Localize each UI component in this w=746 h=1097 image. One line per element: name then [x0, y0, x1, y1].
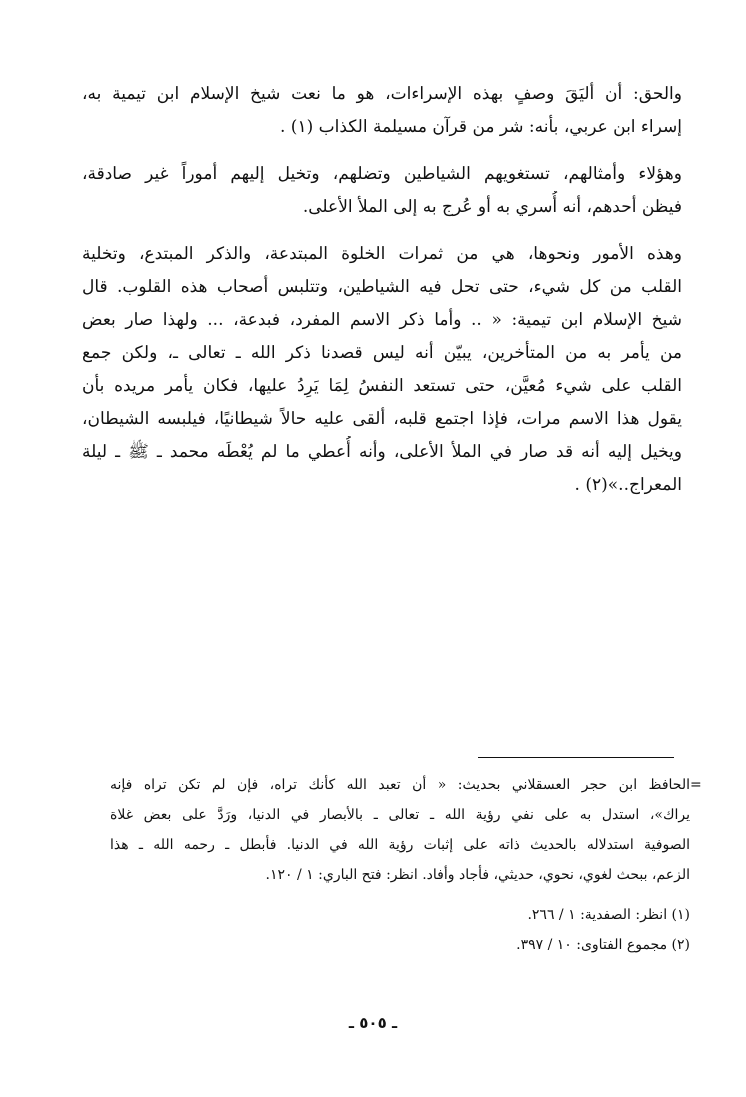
- footnote-continuation-mark: =: [690, 777, 702, 793]
- text-line: ويخيل إليه أنه قد صار في الملأ الأعلى، وأنه أُعطي ما لم يُعْطَه محمد ـ ﷺ ـ ليلة: [82, 442, 682, 462]
- text-line: إسراء ابن عربي، بأنه: شر من قرآن مسيلمة الكذاب (١) .: [279, 117, 682, 137]
- text-line: القلب من كل شيء، حتى تحل فيه الشياطين، وتتلبس أصحاب هذه القلوب. قال: [82, 277, 682, 297]
- text-line: فيظن أحدهم، أنه أُسري به أو عُرج به إلى الملأ الأعلى.: [302, 197, 682, 217]
- footnote-1: (١) انظر: الصفدية: ١ / ٢٦٦.: [527, 907, 690, 923]
- paragraph-1: [82, 78, 682, 144]
- text-line: من يأمر به من المتأخرين، يبيّن أنه ليس قصدنا ذكر الله ـ تعالى ـ، ولكن جمع: [82, 343, 682, 363]
- text-line: القلب على شيء مُعيَّن، حتى تستعد النفسُ لِمَا يَرِدُ عليها، فكان يأمر مريده بأن: [82, 376, 682, 396]
- main-text: [82, 78, 682, 502]
- text-line: وهؤلاء وأمثالهم، تستغويهم الشياطين وتضلهم، وتخيل إليهم أموراً غير صادقة،: [82, 164, 682, 184]
- text-line: والحق: أن أليَقَ وصفٍ بهذه الإسراءات، هو ما نعت شيخ الإسلام ابن تيمية به،: [82, 84, 682, 104]
- text-line: يقول هذا الاسم مرات، فإذا اجتمع قلبه، ألقى عليه حالاً شيطانيًا، فيلبسه الشيطان،: [82, 409, 682, 429]
- footnote-line: الصوفية استدلاله بالحديث ذاته على إثبات رؤية الله في الدنيا. فأبطل ـ رحمه الله ـ هذا: [110, 837, 690, 853]
- footnote-line: الحافظ ابن حجر العسقلاني بحديث: « أن تعبد الله كأنك تراه، فإن لم تكن تراه فإنه: [110, 777, 690, 793]
- footnote-line: يراك»، استدل به على نفي رؤية الله ـ تعالى ـ بالأبصار في الدنيا، ورَدَّ على بعض غلاة: [110, 807, 690, 823]
- text-line: المعراج..»(٢) .: [574, 475, 682, 495]
- paragraph-3: [82, 238, 682, 502]
- page-number: ـ ٥٠٥ ـ: [348, 1014, 398, 1032]
- text-line: وهذه الأمور ونحوها، هي من ثمرات الخلوة المبتدعة، والذكر المبتدع، وتخلية: [82, 244, 682, 264]
- text-line: شيخ الإسلام ابن تيمية: « .. وأما ذكر الاسم المفرد، فبدعة، ... ولهذا صار بعض: [82, 310, 682, 330]
- footnote-separator: [478, 757, 674, 758]
- footnote-line: الزعم، ببحث لغوي، نحوي، حديثي، فأجاد وأفاد. انظر: فتح الباري: ١ / ١٢٠.: [265, 867, 690, 883]
- paragraph-2: [82, 158, 682, 224]
- footnotes: [110, 770, 690, 890]
- footnote-2: (٢) مجموع الفتاوى: ١٠ / ٣٩٧.: [516, 937, 690, 953]
